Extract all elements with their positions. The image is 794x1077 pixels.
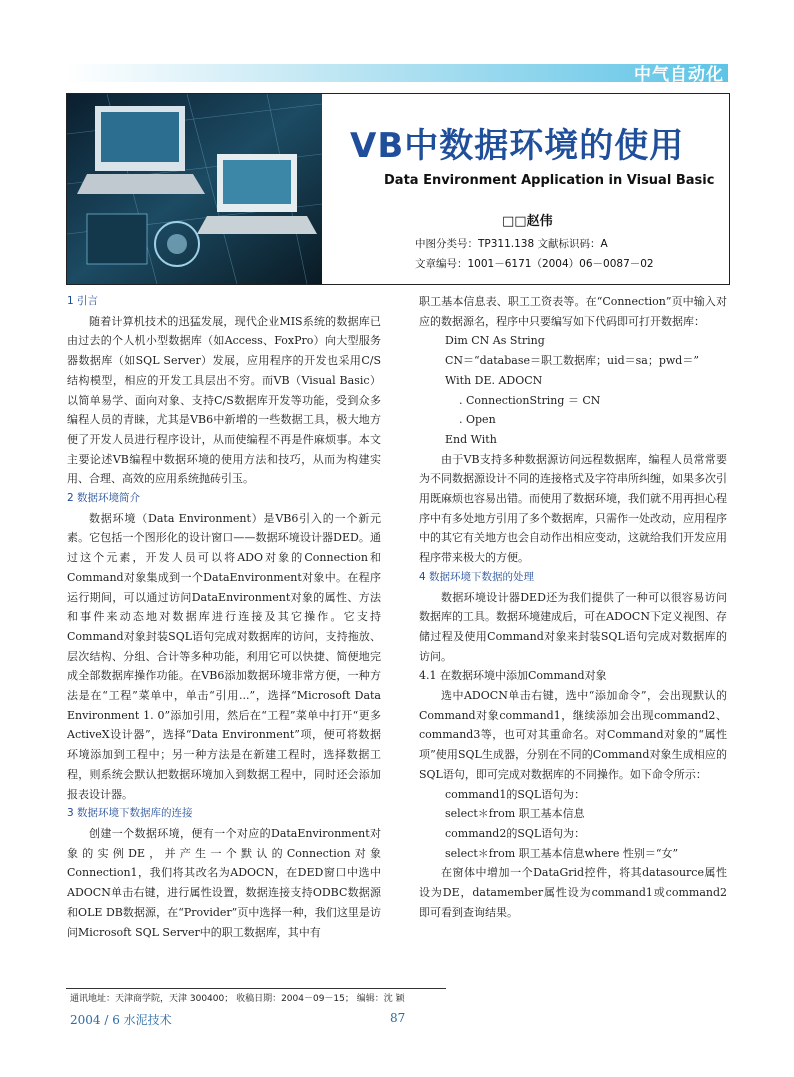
- footnote-divider: [66, 988, 446, 989]
- section-heading: 4 数据环境下数据的处理: [419, 570, 535, 583]
- paragraph: 由于VB支持多种数据源访问远程数据库，编程人员常常要为不同数据源设计不同的连接格式及字符串所纠缠，如果多次引用既麻烦也容易出错。而使用了数据环境，我们就不用再担心程序中有多处地方引用了多个数据库，只需作一处改动，应用程序中的其它有关地方也会自动作出相应变动，这就给我们开发应用程序带来极大的方便。: [419, 452, 727, 565]
- code-line: . Open: [459, 413, 496, 427]
- footnote: 通讯地址：天津商学院，天津 300400； 收稿日期：2004－09－15； 编辑：沈 颖: [70, 994, 405, 1004]
- code-line: CN＝“database＝职工数据库；uid＝sa；pwd＝”: [445, 354, 699, 368]
- paragraph: 4.1 在数据环境中添加Command对象: [419, 669, 607, 683]
- code-line: Dim CN As String: [445, 334, 545, 348]
- code-line: With DE. ADOCN: [445, 373, 543, 387]
- paragraph: 创建一个数据环境，便有一个对应的DataEnvironment对象的实例DE，并产生一个默认的Connection对象Connection1，我们将其改名为ADOCN，在DED窗口中选中ADOCN单击右键，进行属性设置，数据连接支持ODBC数据源和OLE DB数据源，在“Provider”页中选择一种，我们这里是访问Microsoft SQL Server中的职工数据库，其中有: [67, 826, 381, 939]
- classification-line: 中图分类号：TP311.138 文献标识码：A: [415, 238, 608, 250]
- code-line: command1的SQL语句为：: [445, 787, 586, 801]
- article-title: VB中数据环境的使用: [350, 126, 685, 166]
- paragraph: 随着计算机技术的迅猛发展，现代企业MIS系统的数据库已由过去的个人机小型数据库（如Access、FoxPro）向大型服务器数据库（如SQL Server）发展，应用程序的开发也采用C/S结构模型，相应的开发工具层出不穷。而VB（Visual Basic）以简单易学、面向对象、支持C/S数据库开发等功能，受到众多编程人员的青睐，尤其是VB6中新增的一些数据工具，极大地方便了开发人员进行程序设计，从而使编程不再是件麻烦事。本文主要论述VB编程中数据环境的使用方法和技巧，从而为构建实用、合理、高效的应用系统抛砖引玉。: [67, 314, 381, 486]
- code-line: select＊from 职工基本信息where 性别＝“女”: [445, 846, 679, 860]
- code-line: select＊from 职工基本信息: [445, 807, 585, 821]
- right-column: [419, 292, 727, 923]
- code-line: . ConnectionString ＝ CN: [459, 393, 601, 407]
- article-number: 文章编号：1001－6171（2004）06－0087－02: [415, 258, 654, 270]
- section-heading: 2 数据环境简介: [67, 492, 141, 505]
- paragraph: 数据环境（Data Environment）是VB6引入的一个新元素。它包括一个图形化的设计窗口——数据环境设计器DED。通过这个元素，开发人员可以将ADO对象的Connection和Command对象集成到一个DataEnvironment对象中。在程序运行期间，可以通过访问DataEnvironment对象的属性、方法和事件来动态地对数据库进行连接及其它操作。它支持Command对象封装SQL语句完成对数据库的访问，支持拖放、层次结构、分组、合计等多种功能，利用它可以快捷、简便地完成全部数据库操作功能。在VB6添加数据环境非常方便，一种方法是在“工程”菜单中，单击“引用...”，选择“Microsoft Data Environment 1. 0”添加引用，然后在“工程”菜单中打开“更多ActiveX设计器”，选择“Data Environment”项，便可将数据环境添加到工程中；另一种方法是在新建工程时，选择数据工程，则系统会默认把数据环境加入到数据工程中，同时还会添加报表设计器。: [67, 511, 381, 801]
- author: □□赵伟: [502, 214, 553, 229]
- section-heading: 3 数据环境下数据库的连接: [67, 807, 193, 820]
- paragraph: 在窗体中增加一个DataGrid控件，将其datasource属性设为DE，datamember属性设为command1或command2即可看到查询结果。: [419, 866, 727, 919]
- left-column: [67, 292, 381, 942]
- footer-issue: 2004 / 6 水泥技术: [70, 1013, 172, 1027]
- computer-collage-image: [67, 94, 322, 284]
- paragraph: 数据环境设计器DED还为我们提供了一种可以很容易访问数据库的工具。数据环境建成后，可在ADOCN下定义视图、存储过程及使用Command对象来封装SQL语句完成对数据库的访问。: [419, 590, 727, 663]
- section-heading: 1 引言: [67, 295, 99, 307]
- header-bar: [66, 64, 728, 82]
- paragraph: 选中ADOCN单击右键，选中“添加命令”，会出现默认的Command对象command1，继续添加会出现command2、command3等，也可对其重命名。对Command对象的“属性项”使用SQL生成器，分别在不同的Command对象生成相应的SQL语句，即可完成对数据库的不同操作。如下命令所示：: [419, 689, 727, 781]
- article-subtitle: Data Environment Application in Visual Basic: [384, 173, 715, 188]
- section-tag: 中气自动化: [634, 65, 724, 85]
- page-number: 87: [390, 1011, 406, 1025]
- code-line: End With: [445, 432, 497, 446]
- code-line: command2的SQL语句为：: [445, 826, 586, 840]
- paragraph: 职工基本信息表、职工工资表等。在“Connection”页中输入对应的数据源名，程序中只要编写如下代码即可打开数据库：: [419, 295, 727, 328]
